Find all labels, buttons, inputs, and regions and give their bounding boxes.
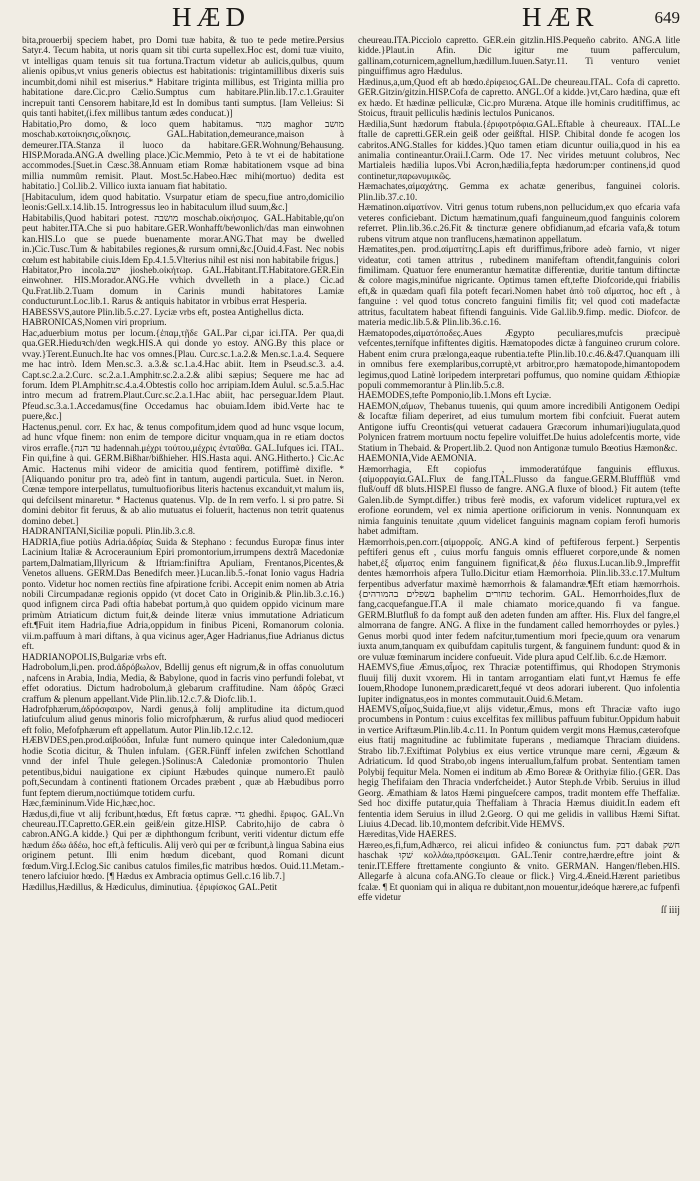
entry: Hædilia,Sunt hædorum ftabula.{ἐριφοτρόφια.GAL.Eftable à cheureaux. ITAL.Le ftalle de capretti.GER.ein geiß oder geißftal. HISP. Chibital donde fe acogen los cabritos.ANG.Stalles for kiddes.}Quo tamen etiam dicuntur ouilia,quod in his ea animalia contineantur.Oraii.I.Carm. Ode 17. Nec virides metuunt colubros, Nec Martialeis hædilia lupos.Vbi Acron,hædilia,fepta hædorum:per continens,id quod continetur,παρωνυμικῶς.: [358, 119, 680, 182]
entry: Hæreditas,Vide HAERES.: [358, 830, 457, 841]
running-head-left: HÆD: [172, 2, 251, 32]
entry: HABESSVS,autore Plin.lib.5.c.27. Lyciæ vrbs eft, postea Antighellus dicta.: [22, 307, 304, 318]
entry: HADRIA,fiue potiùs Adria.ἀδρίας Suida & Stephano : fecundus Europæ finus inter Lacinium Italiæ & Acroceraunium Epiri promontorium,irrumpens dextrâ Macedoniæ partem,Dalmatiam,Illyricum & Iftriam:finiftra Apuliam, Frentanos,Picentes,& Venetos alluens. GERM.Das Benedifch meer.}Lucan.lib.5.-fonat Ionio vagus Hadria ponto. Videtur hoc nomen rectiùs fine afpiratione fcribi. Accepit enim nomen ab Atria nobili Circumpadanæ regionis oppido (vt docet Cato in Originib.& Plin.lib.3.c.16.) quod infignem circa Padi oftia habebat portum,à quo quidem oppido vicinum mare primùm Atriaticum dictum fuit,& deinde literæ vnius immutatione Adriaticum eft.¶Fuit item Hadria,fiue Adria,oppidum in finibus Piceni, Romanorum colonia. vii.m.paffuum à mari diftans, à qua vicinus ager,Ager Hadrianus,fiue Adrianus dictus eft.: [22, 537, 344, 653]
entry: Hadrobolum,li,pen. prod.ἀδρόβωλον, Bdellij genus eft nigrum,& in offas conuolutum , nafcens in Arabia, India, Media, & Babylone, quod in facris vino perfundi folebat, vt effet odoratius. Dictum hadrobolum,à glebarum craffitudine. Nam ἀδρός Græci craffum & plenum appellant.Vide Plin.lib.12.c.7.& Diofc.lib.1.: [22, 663, 344, 705]
entry: HADRIANOPOLIS,Bulgariæ vrbs eft.: [22, 652, 167, 663]
entry: HAEMODES,tefte Pomponio,lib.1.Mons eft Lyciæ.: [358, 391, 552, 402]
entry: Hadrofphærum,ἀδρόσφαιρον, Nardi genus,à folij amplitudine ita dictum,quod latiufculum aliud genus minoris folio microfphærum, & rurfus aliud quod medioceri eft folio, Mefofphærum eft appellatum. Autor Plin.lib.12.c.12.: [22, 705, 344, 736]
left-column: [22, 36, 344, 1173]
entry: Hæreo,es,fi,fum,Adhærco, rei alicui infideo & coniunctus fum. ​דבק dabak ​חשק haschak ​שׁקוּ κολλάω,πρόσκειμαι. GAL.Tenir contre,hærdre,eftre joint & tenir.IT.Effere ftrettamente congiunto & vnito. GERMAN. Hangen/fleben.HIS. Allegarfe à alcuna cofa.ANG.To cleaue or flick.} Virg.4.Æneid.Hærent parietibus fcalæ. ¶ Et quoniam qui in aliqua re dubitant,non mouentur,ideóque hærere,ac fufpenfi effe videtur: [358, 840, 680, 904]
entry: Habitator,Pro incola.​ישב jiosheb.οἰκήτωρ. GAL.Habitant.IT.Habitatore.GER.Ein einwohner. HIS.Morador.ANG.He vvhich dvvelleth in a place.) Cic.ad Qu.Frat.lib.2.Tuam domum in Carinis mundi habitatores Lamiæ conducturunt.Loc.lib.1. Rarus & antiquis habitator in vrbibus errat Hesperia.: [22, 265, 344, 308]
entry: [Habitaculum, idem quod habitatio. Vsurpatur etiam de specu,fiue antro,domicilio leonis:Gell.x.14.lib.15. Introgressus leo in habitaculum illud suum,&c.]: [22, 192, 344, 214]
entry: HAEMVS,fiue Æmus,αἷμος, rex Thraciæ potentiffimus, qui Rhodopen Strymonis fluuij filij duxit vxorem. Hi in tantam arrogantiam elati funt,vt Hæmus fe effe Iouem,Rhodope Iunonem,prædicarett,fequé vt deos adorari iuberent. Quo infolentia Iupiter indignatus,eos in montes commutauit.Ouid.6.Metam.: [358, 663, 680, 705]
entry: Habitabilis,Quod habitari potest. ​מושבה moschab.οἰκήσιμος. GAL.Habitable,qu'on peut habiter.ITA.Che si puo habitare.GER.Wonhafft/bewonlich/das man einwohnen kan.HIS.Lo que se puede buenamente morar.ANG.That may be dwelled in.)Cic.Tusc.Tum & habitabiles regiones,& rursum omni,&c.[Ouid.4.Fast. Nec nobis cœlum est habitabile ciuis.Idem Ep.4.1.5.Vlterius nihil est nisi non habitabile frigus.]: [22, 213, 344, 266]
entry: Hæmorrhagia, Eft copiofus , immoderatúfque fanguinis effluxus. {αἱμορραγία.GAL.Flux de fang.ITAL.Flusso da fangue.GERM.Bluffflüß vmd fluß/ouff dß bluts.HISP.El flusso de fangre. ANG.A fluxe of blood.} Fit autem (tefte Galen.lib.de Sympt.differ.) tribus ferè modis, ex vaforum videlicet ruptura,vel ex erofione eorundem, vel ex nimia apertione orificiorum in venis. Nonnunquam ex nimia fanguinis tenuitate ,quum videlicet fanguinis magnam copiam ferofi humoris habet admiftam.: [358, 464, 680, 538]
entry: Hæc,fæmininum.Vide Hic,hæc,hoc.: [22, 799, 156, 810]
entry: Hæmatinon.αἱματίνον. Vitri genus totum rubens,non pellucidum,ex quo efcaria vafa veteres conficiebant. Dictum hæmatinum,quafi fanguineum,quod fanguinis colorem referret. Plin.lib.36.c.26.Fit & tincturæ genere obfidianum,ad efcaria vafa,& totum rubens vitrum atque non tranflucens,hæmatinon appellatum.: [358, 203, 680, 245]
entry: HAEMONIA,Vide AEMONIA.: [358, 454, 477, 465]
entry: HÆBVDES,pen.prod.αἰβούδαι, Infulæ funt numero quinque inter Caledonium,quæ hodie Scotia dicitur, & Thulen infulam. {GER.Fünff infelen zwifchen Schottland vnnd der infel Thule gelegen.}Solinus:A Caledoniæ promontorio Thulen petentibus,bidui nauigatione ex cipiunt Hæbudes quinque numero.Et paulò poft,Secundam à continenti ftationem Orcades præbent , quæ ab Hæbudibus porro funt feptem dierum,noctiúmque totidem curfu.: [22, 736, 344, 799]
entry: HADRANITANI,Siciliæ populi. Plin.lib.3.c.8.: [22, 527, 196, 538]
signature-mark: ſſ iiij: [660, 904, 680, 916]
right-column: [358, 36, 680, 1173]
entry: Hæmorrhois,pen.corr.{αἱμορροΐς. ANG.A kind of peftiferous ferpent.} Serpentis peftiferi genus eft , cuius morfu fanguis omnis efflueret corpore,unde & nomen habet,ἐξ αἵματος enim fanguinem fignificat,& ῥέω fluxus.Lucan.lib.9.,Impreffit dentes hæmorrhois afpera Tullo.Dicitur etiam Hæmorrhoia. Plin.lib.33.c.17.Multum ferpentibus adverfatur maximè hæmorrhois & falamandræ.¶Eft etiam hæmorrhois. {בשפלים בהמורהים baphelim ​טחורים techorim. GAL. Hemorrhoides,flux de fang,cacquefangue.IT.A il male chiamato morice,quando fi va fangue. GERM.Blutfluß fo da fompt auß den adeten funden am affter. His. Flux del fangre,el almorrana de fangre. ANG. A flixe in the fundament called hemorrhoydes or pyles.} Genus morbi quod inter fedem nafcitur,tumentium mori fpecie,quum ora venarum iuxta anum,tanquam ex quibufdam capitulis turgent, & fanguinem fundunt: quod & in ore vuluæ fœminarum incidere confueuit. Vide plura apud Celf.lib. 6.c.de Hæmorr.: [358, 537, 680, 663]
entry: Hæmatites,pen. prod.αἱματίτης.Lapis eft duriffimus,fribore adeò farnio, vt niger videatur, coti tamen attritus , rubedinem manifeftam oftendit,fanguinis colori fimilimam. Quatuor fere enumerantur hæmatitæ differentiæ, duritie tantum diftinctæ & colore magis,minúfue nigricante. Optimus tamen eft,tefte Diofcoride,qui friabilis eft,& in quædam quafi fila poteft fecari.Nomen habet ​ἀπὸ τοῦ αἵματος, hoc eft , à fanguine : vel quod totus concreto fanguini fimilis fit; vel quod coti madefactæ attritus, facultatem habeat fiftendi fanguinis. Vide Gal.lib.9.fimp. medic. Diofcor. de materia medic.lib.5.& Plin.lib.36.c.16.: [358, 245, 680, 329]
running-head-right: HÆR: [522, 2, 599, 32]
text-columns: [22, 36, 680, 1173]
entry: Hæmatopodes,αἱματόποδες.Aues Ægypto peculiares,mufcis præcipuè vefcentes,ternífque infiftentes digitis. Hæmatopodes dictæ à fanguineo crurum colore. Habent enim crura prælonga,eaque rubentia.tefte Plin.lib.10.c.46.&47.Quanquam illi in omnibus fere exemplaribus,corruptè,vt arbitror,pro hæmatopode,himantopodem legimus,quod Latinè loripedem interpretari poffumus, quo nomine quidam Æthiopiæ populi commemorantur à Plin.lib.5.c.8.: [358, 328, 680, 391]
entry: bita,prouerbij speciem habet, pro Domi tuæ habita, & tuo te pede metire.Persius Satyr.4. Tecum habita, ut noris quam sit tibi curta supellex.Hoc est, domi tuæ viuito, vt intelligas quam tenuis sit tua fortuna.Tractum videtur ab aulicis,qulbus, quum alienis opibus,vt vnius generis obiectus est habitationis: trigintamillibus dixeris suis incumbit,domi nihil est miserius.* Habitare triginta millibus, est Triginta millia pro habitatione dare.Cic.pro Cælio.Sumptus cum habitare.Plin.lib.17.c.1.Grauiter increpuit tanti Censorem habitare,Id est In domibus tanti sumptus. [Iam Velleius: Si quis tanti habitet,(i.fex millibus tantum ædes conducat.)]: [22, 36, 344, 120]
entry: HAEMVS,αἷμος,Suida,fiue,vt alijs videtur,Æmus, mons eft Thraciæ vafto iugo procumbens in Pontum : cuius excelfitas fex millibus paffuum fubitur.Oppidum habuit in vertice Ariftæum.Plin.lib.4.c.11. In Pontum quidem vergit mons Hæmus,cæterofque eius ftatij magnitudine ac fublimitate fuperans , mediamque Thraciam diuidens. Strabo lib.7.Exiftimat Polybius ex eius vertice vtrunque mare cerni, Ægæum & Adriaticum. Id quod Strabo,ob ingens interuallum,falfum probat. Sententiam tamen Polybij fequitur Mela. Nomen ei inditum ab Æmo Boreæ & Orithyiæ filio.{GER. Das hegig Thefifaiam den Thracia vnderfcheidet.} Autor Steph.de Vrbib. Seruius in illud Georg. Æmathiam & latos Hæmi pingueſcere campos, tradit montem effe Theffaliæ. Sed hoc dixiffe putatur,quia Theffaliam à Thracia Hæmus diuidit.In eadem eft fententia idem Seruius in illud 2.Georg. O qui me gelidis in vallibus Hæmi Siftat. Liuius 4.Decad. lib.10,montem defcribit.Vide HEMVS.: [358, 705, 680, 830]
entry: Hac,aduerbium motus per locum.{ἐπαμ,τῇδε GAL.Par ci,par ici.ITA. Per qua,di qua.GER.Hieduꝛch/den wegk.HIS.A qui donde yo estoy. ANG.By this place or vvay.}Terent.Eunuch.Ite hac vos omnes.[Plau. Curc.sc.1.a.2.& Men.sc.1.a.4. Sequere me hac intrò. Idem Men.sc.3. a.3.& sc.1.a.4.Hac abiit. Item in Pseud.sc.3. a.4. Capt.sc.2.a.2.Curc. sc.2.a.1.Amphitr.sc.2.a.2.& alibi sæpius; Sequere me hac ad forum. Idem Pl.Amphitr.sc.4.a.4.Obtestis collo hoc arripiam.Idem Aulul. sc.5.a.5.Hac intro mecum ad fratrem.Plaut.Curc.sc.2.a.1.Hac abiit, hac perseguar.Idem Plaut. Pfeud.sc.3.a.1.Accedamus(fine Occedamus hac obuiam.Idem ibid.Verte hac te puere,&c.]: [22, 328, 344, 423]
entry: Hæmachates,αἱμαχάτης. Gemma ex achatæ generibus, fanguinei coloris. Plin.lib.37.c.10.: [358, 182, 680, 203]
entry: Habitatio,Pro domo, & loco quem habitamus. ​מגור maghor ​מושב moschab.κατοίκησις,οἴκησις. GAL.Habitation,demeurance,maison à demeurer.ITA.Stanza il luoco da habitare.GER.Wohnung/Behausung. HISP.Morada.ANG.A dwelling place.)Cic.Memmio, Peto à te vt ei de habitatione accommodes.[Suet.in Cæsc.38.Annuam etiam Romæ habitationem vsque ad bina millia nummûm remisit. Plaut. Most.5c.Habeo.Hæc mihi(mortuo) dedita est habitatio.] Col.lib.2. Villico iuxta ianuam fiat habitatio.: [22, 119, 344, 193]
entry: cheureau.ITA.Picciolo capretto. GER.ein gitzlin.HIS.Pequeño cabrito. ANG.A litle kidde.}Plaut.in Afin. Dic igitur me tuum pafferculum, gallinam,coturnicem,agnellum,hædillum.Iuuen.Satyr.11. Ti venturo veniet pinguiffimus agro Hædulus.: [358, 36, 680, 78]
entry: Hædus,di,fiue vt alij fcribunt,hœdus, Eft fœtus capræ. ​גדי ghedhi. ἔριφος. GAL.Vn cheureau.IT.Capretto.GER.ein geiß/ein gitze.HISP. Cabrito,hijo de cabra ò cabron.ANG.A kidde.} Qui per æ diphthongum fcribunt, veriti videntur dictum effe hædum ​ἐδω ἀδέω, hoc eft,à fefticulis. Alij verò qui per œ fcribunt,à lingua Sabina eius originem petunt. Illi enim hœdum dicebant, quod Romani dicunt fœdum.Virg.I.Eclog.Sic canibus catulos fimiles,fic matribus hœdos. Ouid.11.Metam.-tenero lafciuior hœdo. [¶ Hædus ex Ambracia optimus Gell.c.16 lib.7.]: [22, 809, 344, 883]
entry: HAEMON,αἵμων, Thebanus tuuenis, qui quum amore incredibili Antigonem Oedipi & Iocaftæ filiam deperiret, ad eius tumulum mortem fibi confciuit. Fuerat autem Antigone iuffu Creontis(qui vetuerat cadauera Græcorum inhumari)iugulata,quod Polynicen fratrem mortuum noctu fepelire voluiffet.De huius adolefcentis morte, vide Statium in Thebaid. & Propert.lib.2. Quod non Antigonæ tumulo Bœotius Hæmon&c.: [358, 401, 680, 454]
entry: HABRONICAS,Nomen viri proprium.: [22, 318, 167, 329]
entry: Hædinus,a,um,Quod eft ab hœdo.ἐρίφειος.GAL.De cheureau.ITAL. Cofa di capretto. GER.Gitzin/gitzin.HISP.Cofa de capretto. ANGL.Of a kidde.}vt,Caro hædina, quæ eft ex hædo. Et hædinæ pelliculæ, Cic.pro Muræna. Atque ille hominis cruditiffimus, ac Stoicus, ftrauit pelliculis hædinis lectulos Punicanos.: [358, 77, 680, 120]
running-head: [22, 2, 680, 36]
page-number: 649: [654, 8, 680, 27]
entry: Hædillus,Hædillus, & Hædiculus, diminutiua. {ἐριφίσκος GAL.Petit: [22, 882, 278, 893]
entry: Hactenus,penul. corr. Ex hac, & tenus compofitum,idem quod ad hunc vsque locum, ad hunc vfque finem: non enim de tempore dicitur vnquam,qua in re etiam doctos viros errafle.{עד הנה hadennah.μέχρι τούτου,μέχρις ἐνταῦθα. GAL.Iufques ici. ITAL. Fin qui,fine à qui. GERM.Bißhar/bißhieher. HIS.Hasta aqui. ANG.Hitherto.} Cic.Ac Amic. Hactenus mihi videor de amicitia quod fentirem, potiffimè dixifle. * [Aliquando ponitur pro tra, adeò fint in tantum, augendi particula. Suet. in Neron. Cœnæ tempore interpellatus, tumultuofioribus literis hactenus excanduit,vt malum iis, qui defcilsent minaretur. * Hactenus quatenus. Vlp. de In rem verfo. l. si pro patre. Si domini debitor fit feruus, & ab alio mutuatus ei foluerit, hactenus non tetrit quatenus domino debet.]: [22, 422, 344, 527]
